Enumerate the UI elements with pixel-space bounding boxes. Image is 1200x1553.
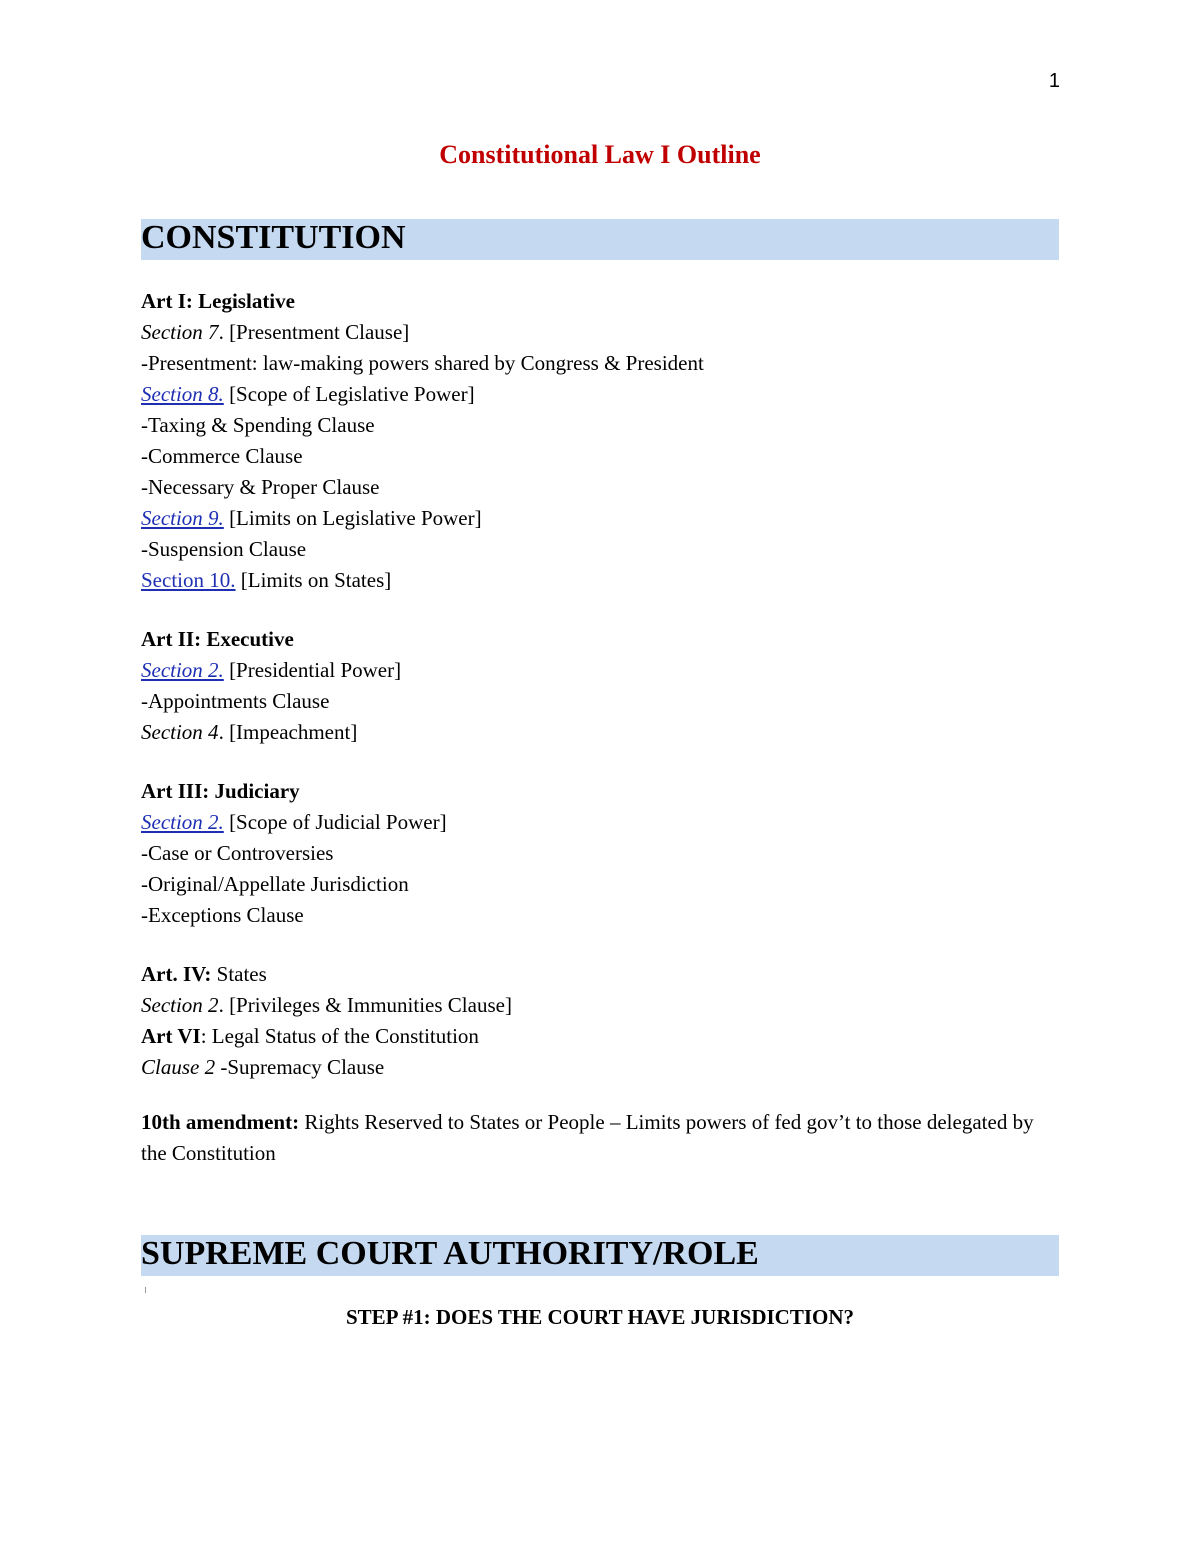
presentment-item: -Presentment: law-making powers shared by Congress & President	[141, 351, 704, 375]
art1-section10: Section 10. [Limits on States]	[141, 568, 392, 592]
art3-section2: Section 2. [Scope of Judicial Power]	[141, 810, 447, 834]
art2-section2: Section 2. [Presidential Power]	[141, 658, 402, 682]
art1-section7: Section 7. [Presentment Clause]	[141, 320, 410, 344]
constitution-outline	[141, 286, 1041, 1169]
section9-link[interactable]: Section 9.	[141, 506, 224, 530]
section-heading-text: CONSTITUTION	[141, 219, 406, 256]
art6-heading: Art VI: Legal Status of the Constitution	[141, 1024, 479, 1048]
art1-section8: Section 8. [Scope of Legislative Power]	[141, 382, 475, 406]
section-heading-text: SUPREME COURT AUTHORITY/ROLE	[141, 1235, 759, 1272]
exceptions-item: -Exceptions Clause	[141, 903, 304, 927]
art4-heading: Art. IV: States	[141, 962, 267, 986]
art2-heading: Art II: Executive	[141, 627, 294, 651]
suspension-item: -Suspension Clause	[141, 537, 307, 561]
commerce-item: -Commerce Clause	[141, 444, 303, 468]
spacer	[141, 596, 1041, 624]
necessary-item: -Necessary & Proper Clause	[141, 475, 380, 499]
art3-heading: Art III: Judiciary	[141, 779, 300, 803]
section-heading-supreme-court	[141, 1235, 1059, 1276]
art4-section2: Section 2. [Privileges & Immunities Clause]	[141, 993, 512, 1017]
art2-section4: Section 4. [Impeachment]	[141, 720, 358, 744]
step1-heading: STEP #1: DOES THE COURT HAVE JURISDICTION?	[345, 1305, 855, 1329]
amendment10-paragraph: 10th amendment: Rights Reserved to States or People – Limits powers of fed gov’t to those delegated by the Constitution	[141, 1110, 1034, 1165]
section8-link[interactable]: Section 8.	[141, 382, 224, 406]
document-title: Constitutional Law I Outline	[439, 140, 761, 169]
page-number: 1	[1048, 70, 1060, 92]
case-item: -Case or Controversies	[141, 841, 334, 865]
art2-section2-link[interactable]: Section 2.	[141, 658, 224, 682]
art3-section2-link[interactable]: Section 2.	[141, 810, 224, 834]
spacer	[141, 1083, 1041, 1107]
art1-heading: Art I: Legislative	[141, 289, 295, 313]
section10-link[interactable]: Section 10.	[141, 568, 236, 592]
spacer	[141, 931, 1041, 959]
section-heading-constitution	[141, 219, 1059, 260]
cursor-mark	[145, 1287, 146, 1293]
appointments-item: -Appointments Clause	[141, 689, 330, 713]
taxing-item: -Taxing & Spending Clause	[141, 413, 375, 437]
art6-clause2: Clause 2 -Supremacy Clause	[141, 1055, 385, 1079]
original-item: -Original/Appellate Jurisdiction	[141, 872, 409, 896]
art1-section9: Section 9. [Limits on Legislative Power]	[141, 506, 482, 530]
spacer	[141, 748, 1041, 776]
